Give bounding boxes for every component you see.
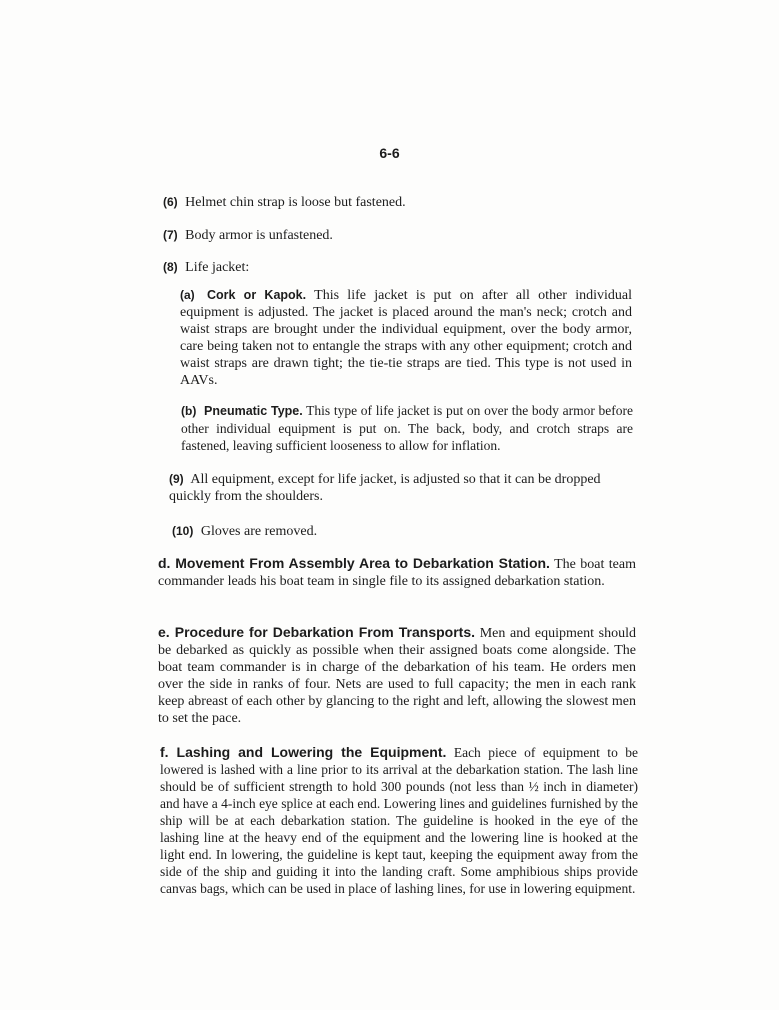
section-d — [158, 555, 636, 590]
sub-item-title: Cork or Kapok. — [206, 288, 307, 302]
list-item-9 — [169, 471, 635, 505]
list-item-10 — [172, 523, 632, 540]
section-f — [160, 744, 638, 897]
item-number: (9) — [169, 472, 184, 486]
section-text: Each piece of equipment to be lowered is lashed with a line prior to its arrival at the debarkation station. The lash line should be of sufficient strength to hold 300 pounds (not less than ½ inch in diameter) and have a 4-inch eye splice at each end. Lowering lines and guidelines furnished by the ship will be at each debarkation station. The guideline is hooked in the eye of the lashing line at the heavy end of the equipment and the lowering line is hooked at the light end. In lowering, the guideline is kept taut, keeping the equipment away from the side of the ship and guiding it into the landing craft. Some amphibious ships provide canvas bags, which can be used in place of lashing lines, for use in lowering equipment. — [160, 745, 639, 896]
sub-item-title: Pneumatic Type. — [204, 404, 303, 418]
item-text: Helmet chin strap is loose but fastened. — [185, 195, 406, 210]
sub-item-a — [180, 287, 632, 389]
section-heading: d. Movement From Assembly Area to Debarkation Station. — [158, 555, 550, 571]
item-text: All equipment, except for life jacket, is adjusted so that it can be dropped quickly from the shoulders. — [169, 472, 601, 504]
section-heading: e. Procedure for Debarkation From Transports. — [158, 624, 476, 640]
item-number: (6) — [163, 195, 178, 209]
item-text: Gloves are removed. — [200, 524, 318, 539]
section-text: Men and equipment should be debarked as quickly as possible when their assigned boats come alongside. The boat team commander is in charge of the debarkation of his team. He orders men over the side in ranks of four. Nets are used to full capacity; the men in each rank keep abreast of each other by glancing to the right and left, allowing the slowest men to set the pace. — [158, 626, 637, 726]
item-number: (8) — [163, 260, 178, 274]
list-item-7 — [163, 227, 633, 244]
page-number: 6-6 — [379, 145, 400, 161]
section-heading: f. Lashing and Lowering the Equipment. — [160, 744, 447, 760]
item-text: Life jacket: — [185, 260, 250, 275]
section-e — [158, 624, 636, 727]
list-item-6 — [163, 194, 633, 211]
item-number: (7) — [163, 228, 178, 242]
sub-item-label: (b) — [181, 404, 197, 418]
sub-item-b — [181, 402, 633, 454]
section-text: The boat team commander leads his boat team in single file to its assigned debarkation station. — [158, 557, 636, 589]
sub-item-label: (a) — [180, 288, 195, 302]
item-text: Body armor is unfastened. — [185, 228, 333, 243]
sub-item-text: This life jacket is put on after all other individual equipment is adjusted. The jacket is placed around the man's neck; crotch and waist straps are brought under the individual equipment, over the body armor, care being taken not to entangle the straps with any other equipment; crotch and waist straps are drawn tight; the tie-tie straps are tied. This type is not used in AAVs. — [180, 288, 632, 388]
list-item-8 — [163, 259, 633, 276]
item-number: (10) — [172, 524, 194, 538]
sub-item-text: This type of life jacket is put on over the body armor before other individual equipment is put on. The back, body, and crotch straps are fastened, leaving sufficient looseness to allow for inflation. — [181, 403, 633, 453]
